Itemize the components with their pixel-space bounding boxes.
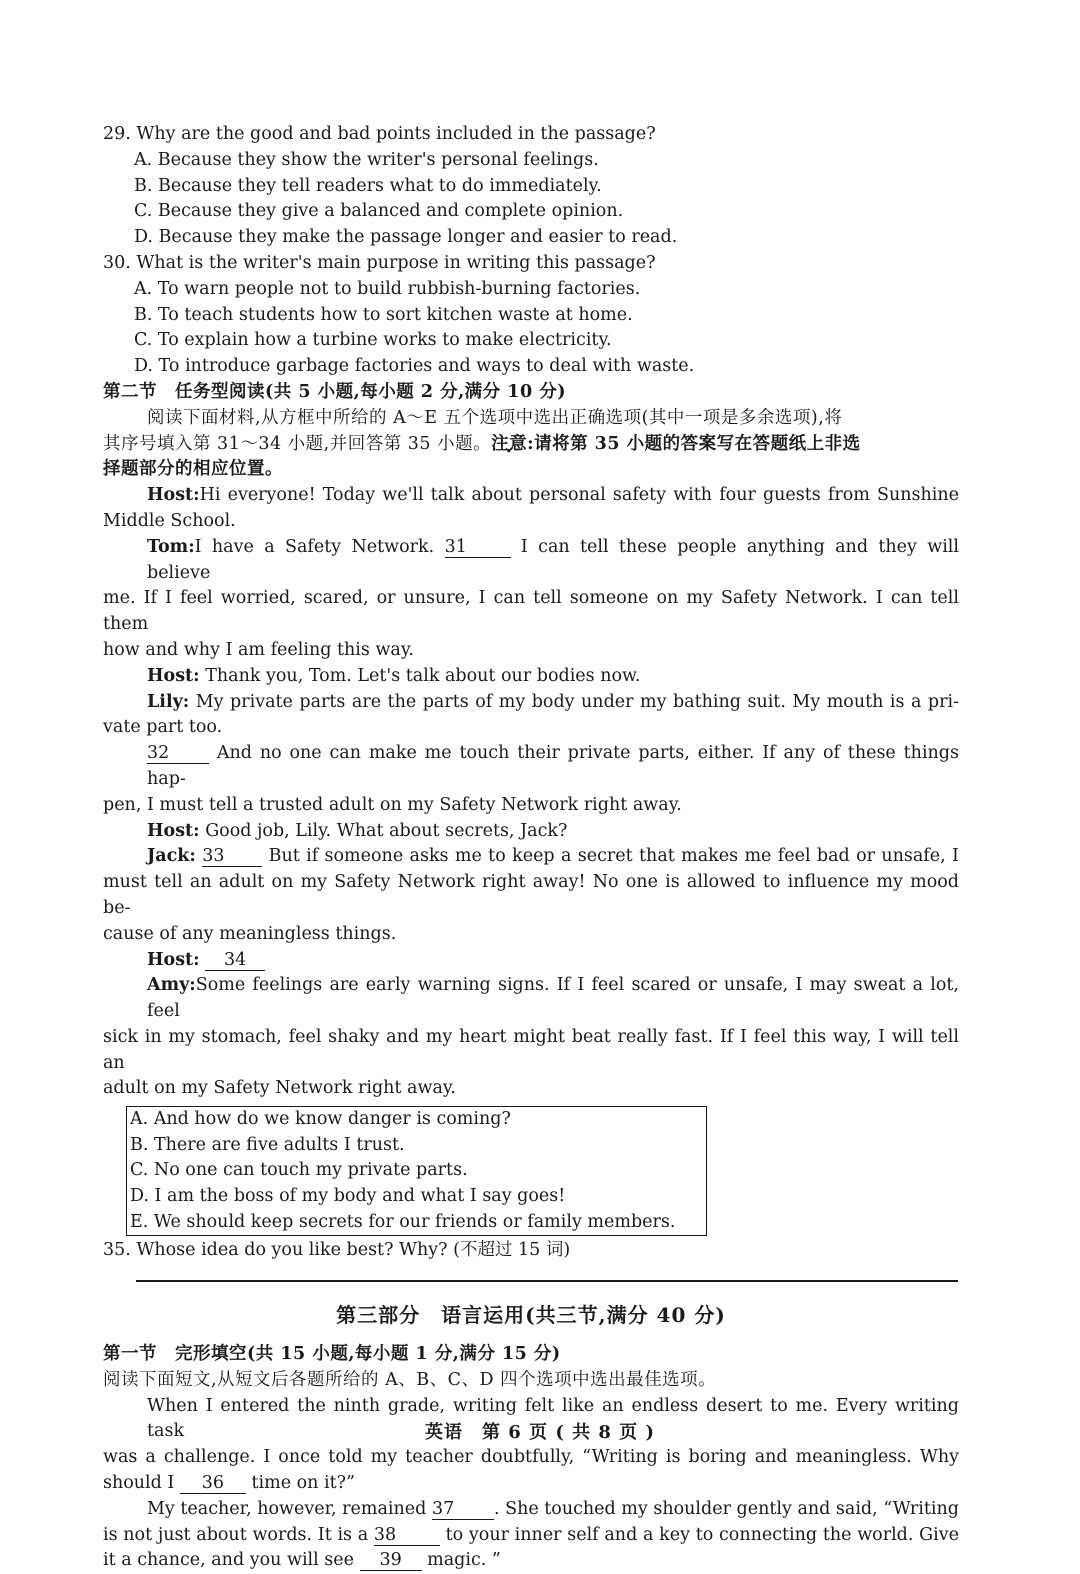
option-b: B. To teach students how to sort kitchen waste at home. <box>134 304 633 325</box>
question-30 <box>103 251 959 380</box>
passage-line <box>103 1497 959 1523</box>
dialogue-text: And no one can make me touch their private parts, either. If any of these things hap- <box>147 743 959 789</box>
dialogue-text: cause of any meaningless things. <box>103 923 397 944</box>
question-29 <box>103 122 959 251</box>
option-a: A. Because they show the writer's personal feelings. <box>134 149 599 170</box>
question-35: 35. Whose idea do you like best? Why? (不超过 15 词) <box>103 1240 571 1261</box>
section-instruction: 阅读下面短文,从短文后各题所给的 A、B、C、D 四个选项中选出最佳选项。 <box>103 1369 717 1390</box>
speaker-label: Host: <box>147 665 200 686</box>
option-c: C. Because they give a balanced and complete opinion. <box>134 201 624 222</box>
instruction-text: 其序号填入第 31～34 小题,并回答第 35 小题。 <box>103 433 492 454</box>
dialogue-line <box>103 973 959 1025</box>
options-box <box>126 1106 707 1236</box>
dialogue-line <box>103 741 959 793</box>
answer-blank-39[interactable]: 39 <box>360 1550 422 1571</box>
dialogue-text: I have a Safety Network. <box>194 536 435 557</box>
section-heading: 第一节 完形填空(共 15 小题,每小题 1 分,满分 15 分) <box>103 1344 561 1365</box>
dialogue-text: pen, I must tell a trusted adult on my Safety Network right away. <box>103 794 682 815</box>
answer-blank-37[interactable]: 37 <box>432 1499 494 1520</box>
section-heading: 第二节 任务型阅读(共 5 小题,每小题 2 分,满分 10 分) <box>103 381 567 402</box>
dialogue-line <box>103 535 959 587</box>
box-option-d: D. I am the boss of my body and what I say goes! <box>130 1186 566 1207</box>
answer-blank-33[interactable]: 33 <box>202 846 262 867</box>
box-option-e: E. We should keep secrets for our friends or family members. <box>130 1211 676 1232</box>
speaker-label: Lily: <box>147 691 190 712</box>
passage-text: should I <box>103 1473 175 1494</box>
option-b: B. Because they tell readers what to do immediately. <box>134 175 602 196</box>
passage-text: magic. ” <box>427 1550 501 1571</box>
box-option-b: B. There are five adults I trust. <box>130 1134 405 1155</box>
box-option-c: C. No one can touch my private parts. <box>130 1160 468 1181</box>
passage-text: time on it?” <box>251 1473 355 1494</box>
dialogue-text: how and why I am feeling this way. <box>103 639 414 660</box>
dialogue-line <box>103 664 959 690</box>
dialogue-text: My private parts are the parts of my body under my bathing suit. My mouth is a pri- <box>195 691 959 712</box>
speaker-label: Amy: <box>147 975 196 996</box>
passage-text: My teacher, however, remained <box>147 1498 427 1519</box>
passage-text: . She touched my shoulder gently and said, “Writing <box>493 1498 959 1519</box>
dialogue-text: Good job, Lily. What about secrets, Jack? <box>205 820 568 841</box>
answer-blank-32[interactable]: 32 <box>147 743 209 764</box>
dialogue-text: me. If I feel worried, scared, or unsure, I can tell someone on my Safety Network. I can tell them <box>103 588 959 635</box>
passage-text: it a chance, and you will see <box>103 1550 354 1571</box>
speaker-label: Host: <box>147 949 200 970</box>
dialogue-text: Middle School. <box>103 510 236 531</box>
dialogue-line <box>103 690 959 716</box>
dialogue-text: I can tell these people anything and they will believe <box>147 536 959 583</box>
speaker-label: Host: <box>147 820 200 841</box>
notice-label: 注意 <box>491 433 528 454</box>
dialogue-text: Some feelings are early warning signs. If I feel scared or unsafe, I may sweat a lot, feel <box>147 975 959 1022</box>
option-c: C. To explain how a turbine works to make electricity. <box>134 330 612 351</box>
box-option-a: A. And how do we know danger is coming? <box>130 1109 511 1130</box>
dialogue <box>103 483 959 1102</box>
passage-line <box>103 1471 959 1497</box>
answer-blank-38[interactable]: 38 <box>374 1525 440 1546</box>
notice-text: :请将第 35 小题的答案写在答题纸上非选 <box>527 433 861 454</box>
part-3-section-1 <box>103 1342 959 1574</box>
dialogue-line <box>103 819 959 845</box>
dialogue-text: Hi everyone! Today we'll talk about personal safety with four guests from Sunshine <box>199 485 959 506</box>
passage-line: was a challenge. I once told my teacher doubtfully, “Writing is boring and meaningless. Why <box>103 1447 959 1468</box>
section-divider <box>136 1280 958 1282</box>
dialogue-line <box>103 844 959 870</box>
answer-blank-36[interactable]: 36 <box>180 1473 246 1494</box>
dialogue-text: sick in my stomach, feel shaky and my heart might beat really fast. If I feel this way, I will tell an <box>103 1026 959 1073</box>
dialogue-text: adult on my Safety Network right away. <box>103 1078 456 1099</box>
speaker-label: Host: <box>147 485 200 506</box>
dialogue-text: Thank you, Tom. Let's talk about our bodies now. <box>205 665 641 686</box>
answer-blank-31[interactable]: 31 <box>445 537 511 558</box>
passage-line: When I entered the ninth grade, writing felt like an endless desert to me. Every writing task <box>147 1395 959 1442</box>
option-d: D. Because they make the passage longer and easier to read. <box>134 227 678 248</box>
section-instruction: 择题部分的相应位置。 <box>103 459 283 480</box>
dialogue-line <box>103 948 959 974</box>
passage-text: is not just about words. It is a <box>103 1524 369 1545</box>
question-stem: 30. What is the writer's main purpose in writing this passage? <box>103 252 656 273</box>
speaker-label: Jack: <box>147 846 196 867</box>
option-d: D. To introduce garbage factories and ways to deal with waste. <box>134 356 695 377</box>
answer-blank-34[interactable]: 34 <box>205 950 265 971</box>
part-3-title: 第三部分 语言运用(共三节,满分 40 分) <box>336 1303 726 1328</box>
dialogue-text: vate part too. <box>103 717 223 738</box>
speaker-label: Tom: <box>147 536 195 557</box>
option-a: A. To warn people not to build rubbish-burning factories. <box>134 278 641 299</box>
dialogue-text: must tell an adult on my Safety Network right away! No one is allowed to influence my mood be- <box>103 872 959 918</box>
exam-page <box>103 122 959 1574</box>
page-footer: 英语 第 6 页 ( 共 8 页 ) <box>425 1422 655 1443</box>
section-2-header <box>103 380 959 483</box>
passage-text: to your inner self and a key to connecting the world. Give <box>445 1524 959 1545</box>
dialogue-line <box>103 483 959 509</box>
section-instruction <box>103 432 959 458</box>
section-instruction: 阅读下面材料,从方框中所给的 A～E 五个选项中选出正确选项(其中一项是多余选项),将 <box>147 407 843 428</box>
passage-line <box>103 1548 959 1574</box>
passage-line <box>103 1523 959 1549</box>
question-stem: 29. Why are the good and bad points included in the passage? <box>103 124 656 144</box>
dialogue-text: But if someone asks me to keep a secret that makes me feel bad or unsafe, I <box>268 846 959 867</box>
